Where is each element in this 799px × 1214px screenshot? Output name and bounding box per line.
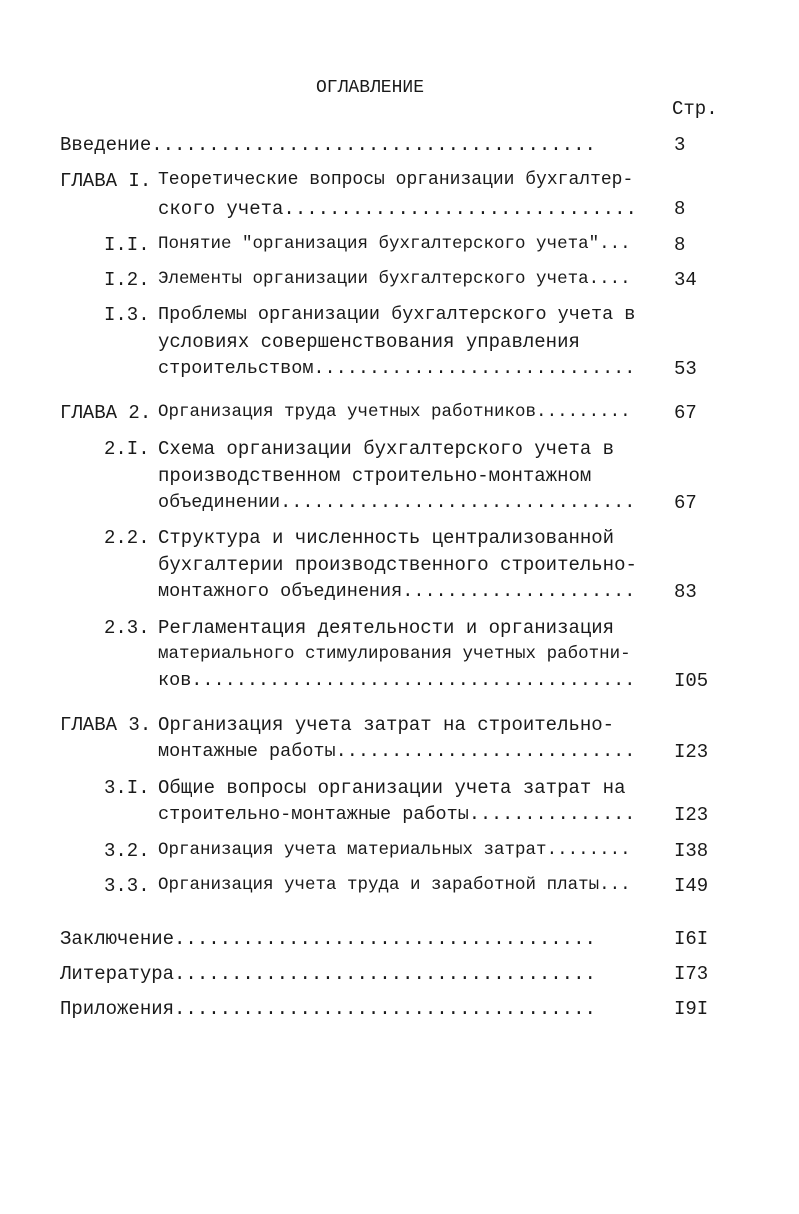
toc-entry-title-line: монтажные работы........................... — [158, 741, 636, 762]
toc-entry-section-1-3-cont — [0, 331, 799, 361]
toc-entry-page: 8 — [674, 234, 686, 256]
toc-entry-section-2-1-cont — [0, 465, 799, 495]
toc-entry-section-3-3 — [0, 875, 799, 905]
toc-entry-label: I.2. — [104, 269, 150, 291]
toc-entry-page: 67 — [674, 492, 697, 514]
toc-entry-page: I05 — [674, 670, 709, 692]
toc-entry-literature — [0, 963, 799, 993]
toc-entry-title: Приложения..................................... — [60, 998, 596, 1020]
toc-entry-label: ГЛАВА I. — [60, 170, 152, 192]
toc-entry-page: I9I — [674, 998, 709, 1020]
toc-entry-title-line: условиях совершенствования управления — [158, 331, 580, 353]
toc-entry-label: ГЛАВА 3. — [60, 714, 152, 736]
toc-entry-section-2-3 — [0, 617, 799, 647]
toc-entry-chapter-1 — [0, 170, 799, 200]
toc-entry-page: I49 — [674, 875, 709, 897]
toc-entry-title-line: Схема организации бухгалтерского учета в — [158, 438, 615, 460]
toc-entry-section-2-2 — [0, 527, 799, 557]
toc-entry-label: ГЛАВА 2. — [60, 402, 152, 424]
toc-entry-title-line: Понятие "организация бухгалтерского учета"... — [158, 234, 631, 254]
toc-entry-title-line: Организация учета материальных затрат........ — [158, 840, 631, 860]
toc-entry-section-2-2-cont2 — [0, 581, 799, 611]
toc-entry-page: I6I — [674, 928, 709, 950]
toc-entry-title: Заключение..................................... — [60, 928, 596, 950]
toc-entry-chapter-3 — [0, 714, 799, 744]
toc-entry-title-line: строительством............................. — [158, 358, 636, 379]
toc-entry-title-line: Регламентация деятельности и организация — [158, 617, 615, 639]
toc-entry-page: 83 — [674, 581, 697, 603]
toc-entry-title-line: Элементы организации бухгалтерского учета.... — [158, 269, 631, 289]
toc-entry-label: 2.3. — [104, 617, 150, 639]
toc-entry-title-line: строительно-монтажные работы............... — [158, 804, 636, 825]
toc-entry-title-line: Общие вопросы организации учета затрат на — [158, 777, 626, 799]
toc-entry-title-line: ского учета............................... — [158, 198, 637, 220]
toc-entry-title: Литература..................................... — [60, 963, 596, 985]
toc-entry-section-2-1-cont2 — [0, 492, 799, 522]
toc-entry-page: I38 — [674, 840, 709, 862]
toc-entry-page: I23 — [674, 804, 709, 826]
toc-entry-section-2-1 — [0, 438, 799, 468]
toc-entry-chapter-3-cont — [0, 741, 799, 771]
toc-entry-conclusion — [0, 928, 799, 958]
toc-entry-page: 67 — [674, 402, 697, 424]
toc-entry-title-line: объединении................................ — [158, 492, 636, 513]
toc-entry-title-line: материального стимулирования учетных работни- — [158, 644, 631, 664]
toc-entry-page: 8 — [674, 198, 686, 220]
toc-entry-appendices — [0, 998, 799, 1028]
toc-entry-section-1-2 — [0, 269, 799, 299]
page-title: ОГЛАВЛЕНИЕ — [315, 78, 425, 98]
toc-entry-page: I73 — [674, 963, 709, 985]
toc-entry-title-line: Проблемы организации бухгалтерского учета в — [158, 304, 636, 325]
toc-entry-title: Введение....................................... — [60, 134, 596, 156]
toc-entry-label: 2.I. — [104, 438, 150, 460]
toc-entry-introduction — [0, 134, 799, 164]
toc-entry-page: 53 — [674, 358, 697, 380]
toc-entry-section-1-1 — [0, 234, 799, 264]
toc-entry-label: 3.2. — [104, 840, 150, 862]
toc-entry-title-line: Структура и численность централизованной — [158, 527, 615, 549]
toc-entry-title-line: Организация учета затрат на строительно- — [158, 714, 615, 736]
toc-entry-title-line: ков........................................ — [158, 670, 636, 691]
page-column-header: Стр. — [672, 98, 718, 120]
toc-entry-label: 3.3. — [104, 875, 150, 897]
toc-entry-title-line: бухгалтерии производственного строительно- — [158, 554, 637, 576]
toc-entry-label: 3.I. — [104, 777, 150, 799]
toc-entry-section-1-3 — [0, 304, 799, 334]
toc-entry-section-2-3-cont2 — [0, 670, 799, 700]
toc-entry-title-line: Организация учета труда и заработной платы... — [158, 875, 631, 895]
toc-entry-section-3-1-cont — [0, 804, 799, 834]
toc-entry-label: I.I. — [104, 234, 150, 256]
toc-entry-chapter-1-cont — [0, 198, 799, 228]
toc-entry-section-3-2 — [0, 840, 799, 870]
toc-entry-page: I23 — [674, 741, 709, 763]
toc-entry-label: I.3. — [104, 304, 150, 326]
toc-entry-title-line: монтажного объединения..................... — [158, 581, 636, 602]
toc-entry-title-line: Теоретические вопросы организации бухгалтер- — [158, 170, 634, 190]
toc-entry-label: 2.2. — [104, 527, 150, 549]
toc-entry-chapter-2 — [0, 402, 799, 432]
toc-entry-section-1-3-cont2 — [0, 358, 799, 388]
toc-entry-page: 34 — [674, 269, 697, 291]
toc-entry-title-line: производственном строительно-монтажном — [158, 465, 592, 487]
toc-entry-section-3-1 — [0, 777, 799, 807]
toc-entry-title-line: Организация труда учетных работников......... — [158, 402, 631, 422]
toc-entry-page: 3 — [674, 134, 686, 156]
toc-entry-section-2-2-cont — [0, 554, 799, 584]
